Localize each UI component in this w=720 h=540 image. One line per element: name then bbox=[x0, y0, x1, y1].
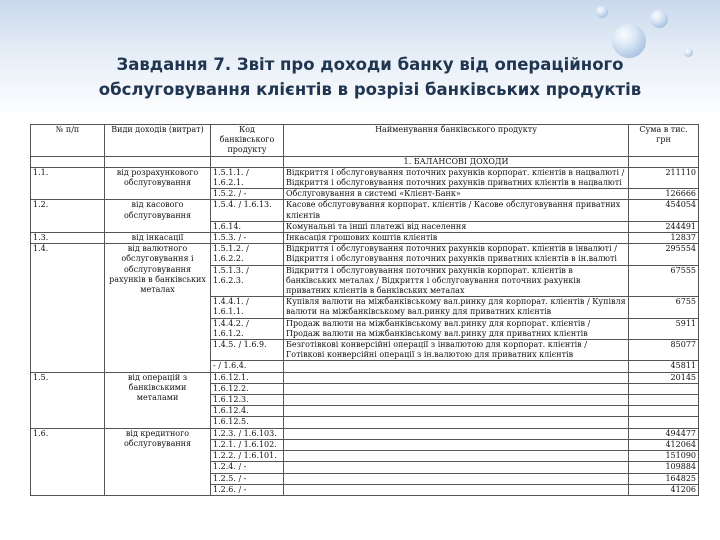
amount: 20145 bbox=[629, 372, 699, 383]
group-number: 1.1. bbox=[31, 167, 105, 200]
amount: 412064 bbox=[629, 439, 699, 450]
page-title: Завдання 7. Звіт про доходи банку від операційного обслуговування клієнтів в розрізі банківських продуктів bbox=[98, 55, 642, 99]
product-code: 1.2.6. / - bbox=[211, 484, 284, 495]
income-type: від валютного обслуговування і обслуговування рахунків в банківських металах bbox=[105, 244, 211, 372]
group-number: 1.4. bbox=[31, 244, 105, 372]
amount bbox=[629, 383, 699, 394]
group-number: 1.3. bbox=[31, 233, 105, 244]
header-product-code: Код банківського продукту bbox=[211, 125, 284, 157]
amount: 45811 bbox=[629, 361, 699, 372]
product-code: 1.5.2. / - bbox=[211, 189, 284, 200]
amount: 494477 bbox=[629, 428, 699, 439]
amount: 109884 bbox=[629, 462, 699, 473]
table-row bbox=[31, 233, 699, 244]
group-number: 1.5. bbox=[31, 372, 105, 428]
income-type: від касового обслуговування bbox=[105, 200, 211, 233]
product-name: Відкриття і обслуговування поточних рахунків корпорат. клієнтів в банківських металах / Відкриття і обслуговування поточних рахунків приватних клієнтів в банківських металах bbox=[284, 265, 629, 297]
amount: 164825 bbox=[629, 473, 699, 484]
product-name bbox=[284, 451, 629, 462]
product-code: 1.2.2. / 1.6.101. bbox=[211, 451, 284, 462]
product-code: 1.4.4.1. / 1.6.1.1. bbox=[211, 297, 284, 318]
product-name bbox=[284, 395, 629, 406]
amount: 12837 bbox=[629, 233, 699, 244]
amount: 6755 bbox=[629, 297, 699, 318]
product-code: 1.5.1.2. / 1.6.2.2. bbox=[211, 244, 284, 265]
income-report-table bbox=[30, 124, 699, 496]
amount: 5911 bbox=[629, 318, 699, 339]
product-code: 1.6.12.3. bbox=[211, 395, 284, 406]
product-code: - / 1.6.4. bbox=[211, 361, 284, 372]
decorative-bubble-tiny bbox=[684, 48, 693, 57]
group-number: 1.6. bbox=[31, 428, 105, 495]
table-row bbox=[31, 200, 699, 221]
decorative-bubble-small bbox=[596, 6, 608, 18]
amount: 126666 bbox=[629, 189, 699, 200]
product-name: Касове обслуговування корпорат. клієнтів / Касове обслуговування приватних клієнтів bbox=[284, 200, 629, 221]
table-header-row bbox=[31, 125, 699, 157]
header-income-type: Види доходів (витрат) bbox=[105, 125, 211, 157]
amount: 211110 bbox=[629, 167, 699, 188]
income-type: від інкасації bbox=[105, 233, 211, 244]
amount: 454054 bbox=[629, 200, 699, 221]
table-row bbox=[31, 372, 699, 383]
product-name bbox=[284, 417, 629, 428]
header-product-name: Найменування банківського продукту bbox=[284, 125, 629, 157]
product-code: 1.5.3. / - bbox=[211, 233, 284, 244]
amount: 41206 bbox=[629, 484, 699, 495]
product-code: 1.6.12.1. bbox=[211, 372, 284, 383]
table-row bbox=[31, 244, 699, 265]
product-name: Продаж валюти на міжбанківському вал.ринку для корпорат. клієнтів / Продаж валюти на міжбанківському вал.ринку для приватних клієнтів bbox=[284, 318, 629, 339]
product-name bbox=[284, 406, 629, 417]
product-code: 1.6.12.4. bbox=[211, 406, 284, 417]
product-name: Безготівкові конверсійні операції з інвалютою для корпорат. клієнтів / Готівкові конверсійні операції з ін.валютою для приватних клієнтів bbox=[284, 340, 629, 361]
product-code: 1.6.12.2. bbox=[211, 383, 284, 394]
product-name: Купівля валюти на міжбанківському вал.ринку для корпорат. клієнтів / Купівля валюти на міжбанківському вал.ринку для приватних клієнтів bbox=[284, 297, 629, 318]
header-amount: Сума в тис. грн bbox=[629, 125, 699, 157]
amount bbox=[629, 417, 699, 428]
product-code: 1.2.3. / 1.6.103. bbox=[211, 428, 284, 439]
product-code: 1.6.12.5. bbox=[211, 417, 284, 428]
product-code: 1.4.4.2. / 1.6.1.2. bbox=[211, 318, 284, 339]
product-name bbox=[284, 484, 629, 495]
section-row bbox=[31, 156, 699, 167]
product-name bbox=[284, 372, 629, 383]
product-code: 1.2.4. / - bbox=[211, 462, 284, 473]
income-type: від розрахункового обслуговування bbox=[105, 167, 211, 200]
product-name bbox=[284, 428, 629, 439]
product-name: Обслуговування в системі «Клієнт-Банк» bbox=[284, 189, 629, 200]
product-code: 1.5.4. / 1.6.13. bbox=[211, 200, 284, 221]
section-title: 1. БАЛАНСОВІ ДОХОДИ bbox=[284, 156, 629, 167]
product-name bbox=[284, 473, 629, 484]
group-number: 1.2. bbox=[31, 200, 105, 233]
income-type: від операцій з банківськими металами bbox=[105, 372, 211, 428]
product-name bbox=[284, 361, 629, 372]
product-code: 1.2.1. / 1.6.102. bbox=[211, 439, 284, 450]
product-code: 1.4.5. / 1.6.9. bbox=[211, 340, 284, 361]
product-name bbox=[284, 439, 629, 450]
product-name: Відкриття і обслуговування поточних рахунків корпорат. клієнтів в інвалюті / Відкриття і обслуговування поточних рахунків приватних клієнтів в ін.валюті bbox=[284, 244, 629, 265]
amount: 151090 bbox=[629, 451, 699, 462]
product-name bbox=[284, 462, 629, 473]
product-name bbox=[284, 383, 629, 394]
table-row bbox=[31, 428, 699, 439]
amount bbox=[629, 406, 699, 417]
product-code: 1.2.5. / - bbox=[211, 473, 284, 484]
product-code: 1.6.14. bbox=[211, 221, 284, 232]
amount: 85077 bbox=[629, 340, 699, 361]
decorative-bubble-medium bbox=[650, 10, 668, 28]
amount: 67555 bbox=[629, 265, 699, 297]
product-name: Інкасація грошових коштів клієнтів bbox=[284, 233, 629, 244]
amount bbox=[629, 395, 699, 406]
income-type: від кредитного обслуговування bbox=[105, 428, 211, 495]
product-code: 1.5.1.3. / 1.6.2.3. bbox=[211, 265, 284, 297]
amount: 244491 bbox=[629, 221, 699, 232]
product-name: Комунальні та інші платежі від населення bbox=[284, 221, 629, 232]
product-name: Відкриття і обслуговування поточних рахунків корпорат. клієнтів в нацвалюті / Відкриття і обслуговування поточних рахунків приватних клієнтів в нацвалюті bbox=[284, 167, 629, 188]
amount: 295554 bbox=[629, 244, 699, 265]
product-code: 1.5.1.1. / 1.6.2.1. bbox=[211, 167, 284, 188]
table-row bbox=[31, 167, 699, 188]
header-num: № п/п bbox=[31, 125, 105, 157]
